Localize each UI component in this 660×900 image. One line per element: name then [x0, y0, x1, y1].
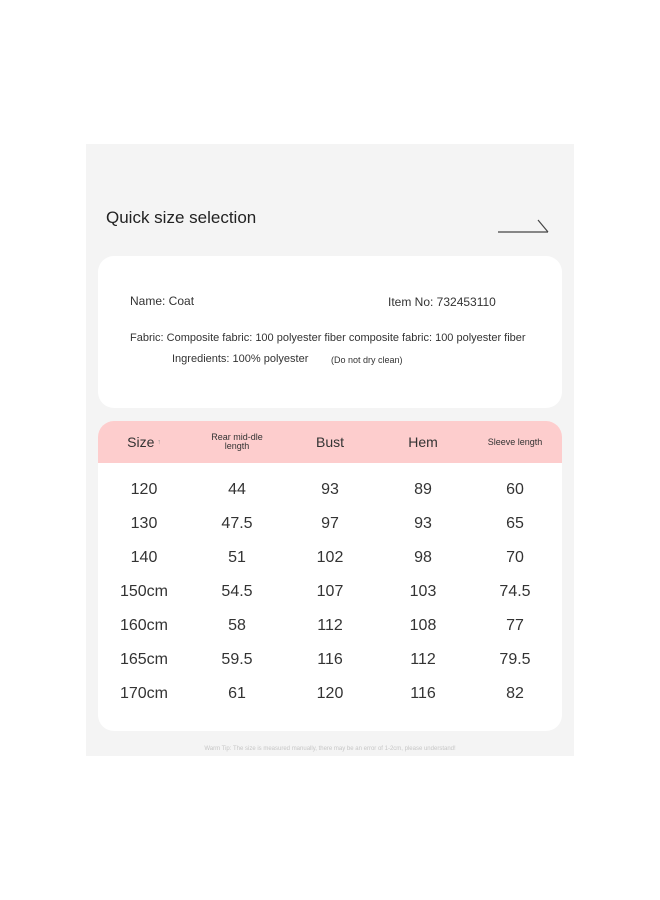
- column-header-label: Rear mid-dle length: [211, 432, 263, 451]
- table-cell: 70: [506, 549, 524, 566]
- column-header-label: Bust: [315, 434, 344, 450]
- table-cell: 77: [506, 617, 524, 634]
- table-cell: 120: [316, 685, 344, 702]
- size-table: [98, 421, 562, 731]
- arrow-right-icon: [498, 218, 550, 236]
- table-cell: 74.5: [499, 583, 531, 600]
- table-cell: 112: [410, 651, 436, 668]
- table-cell: 116: [410, 685, 436, 702]
- table-cell: 54.5: [221, 583, 253, 600]
- table-cell: 165cm: [119, 651, 169, 668]
- table-cell: 130: [130, 515, 158, 532]
- sort-icon: ↑: [157, 438, 161, 446]
- column-header-label: Sleeve length: [487, 436, 543, 447]
- table-cell: 65: [506, 515, 524, 532]
- table-cell: 58: [228, 617, 246, 634]
- table-cell: 120: [130, 481, 158, 498]
- ingredients-info: Ingredients: 100% polyester: [172, 353, 309, 365]
- column-header: [191, 421, 283, 463]
- table-cell: 140: [130, 549, 158, 566]
- table-cell: 61: [228, 685, 246, 702]
- table-cell: 93: [321, 481, 339, 498]
- table-cell: 79.5: [499, 651, 531, 668]
- table-cell: 98: [414, 549, 432, 566]
- table-cell: 51: [228, 549, 246, 566]
- care-instruction: (Do not dry clean): [331, 355, 403, 365]
- column-header: [98, 421, 190, 463]
- product-name: Name: Coat: [130, 294, 195, 308]
- table-cell: 112: [317, 617, 343, 634]
- table-cell: 60: [506, 481, 524, 498]
- table-cell: 59.5: [221, 651, 253, 668]
- table-header: [98, 421, 562, 463]
- size-guide-panel: [86, 144, 574, 756]
- table-cell: 160cm: [119, 617, 169, 634]
- table-cell: 150cm: [119, 583, 169, 600]
- table-cell: 89: [414, 481, 432, 498]
- column-header: [469, 421, 561, 463]
- item-number: Item No: 732453110: [388, 295, 496, 309]
- column-header: [284, 421, 376, 463]
- table-cell: 102: [316, 549, 344, 566]
- fabric-info: Fabric: Composite fabric: 100 polyester fiber composite fabric: 100 polyester fiber: [130, 332, 526, 344]
- table-cell: 93: [414, 515, 432, 532]
- table-cell: 116: [317, 651, 343, 668]
- table-cell: 108: [409, 617, 437, 634]
- column-header-label: Hem: [408, 434, 438, 450]
- table-cell: 82: [506, 685, 524, 702]
- product-info-card: [98, 256, 562, 408]
- column-header-label: Size: [127, 434, 155, 450]
- table-cell: 47.5: [221, 515, 253, 532]
- table-cell: 170cm: [119, 685, 169, 702]
- table-cell: 103: [409, 583, 437, 600]
- warm-tip: Warm Tip: The size is measured manually, there may be an error of 1-2cm, please understand!: [204, 746, 456, 752]
- column-header: [377, 421, 469, 463]
- page-title: Quick size selection: [106, 208, 257, 227]
- table-cell: 97: [321, 515, 339, 532]
- table-cell: 44: [228, 481, 246, 498]
- table-cell: 107: [316, 583, 344, 600]
